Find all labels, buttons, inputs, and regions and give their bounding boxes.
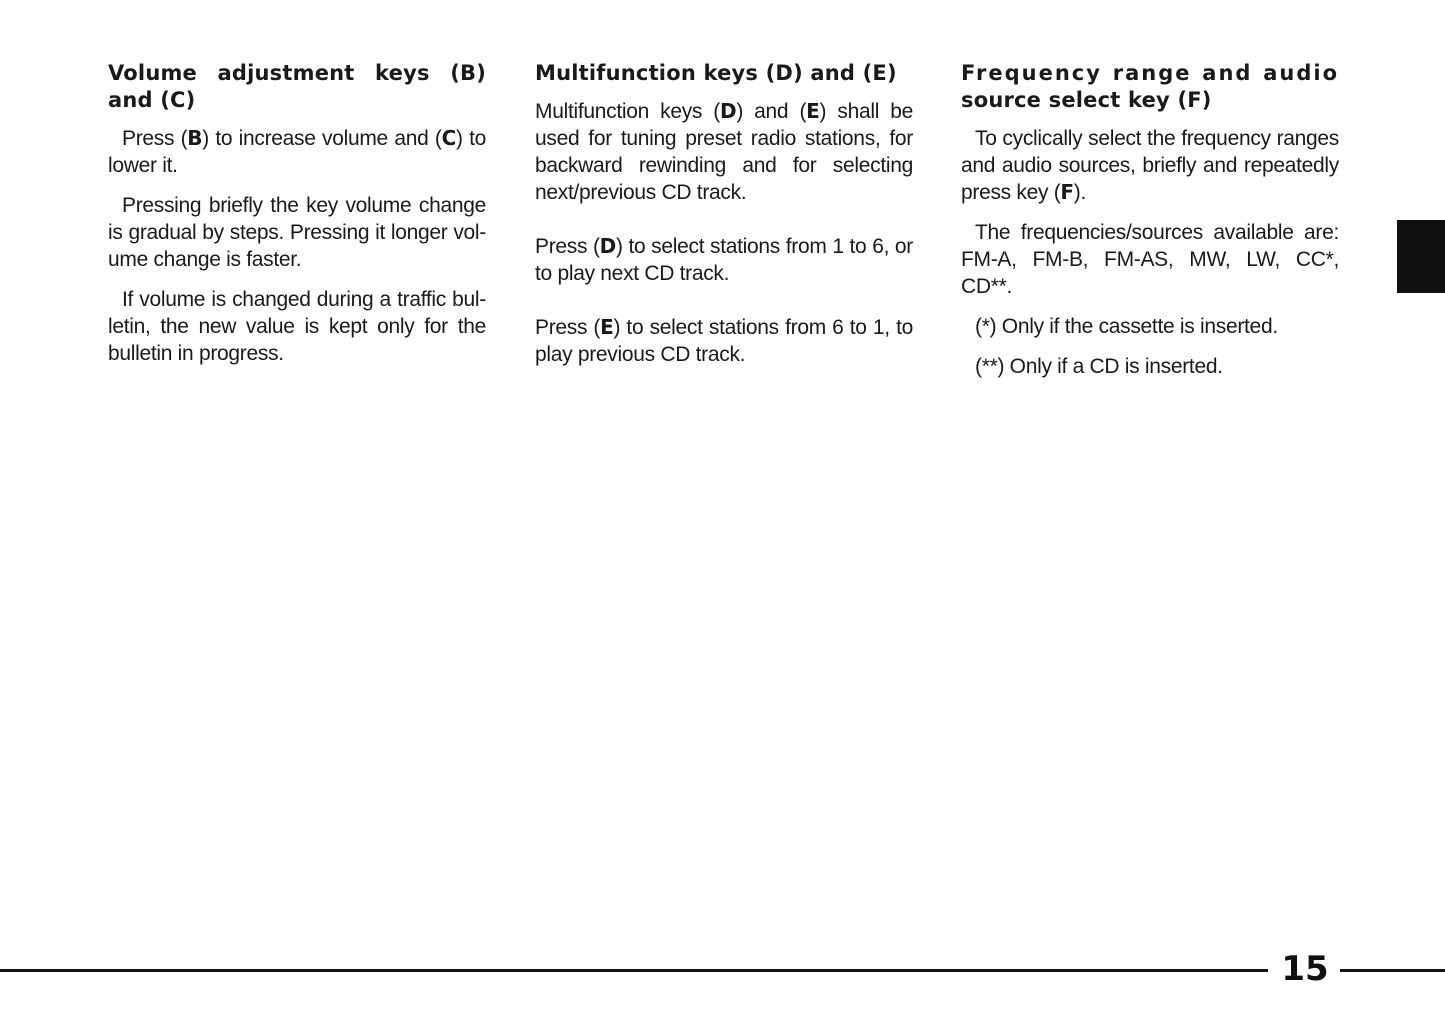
key-label: D — [599, 234, 616, 258]
paragraph-press-e — [535, 314, 913, 368]
paragraph-volume-steps: Pressing briefly the key volume change is gradual by steps. Pressing it longer vol-ume change is faster. — [108, 194, 486, 271]
heading-line-2: source select key (F) — [961, 88, 1212, 112]
text-fragment: ) to select stations from 1 to 6, or to play next CD track. — [535, 235, 913, 285]
section-heading-multifunction: Multifunction keys (D) and (E) — [535, 61, 897, 85]
key-label: C — [441, 126, 456, 150]
paragraph-note-cd: (**) Only if a CD is inserted. — [975, 355, 1223, 378]
text-fragment: Multifunction keys ( — [535, 100, 720, 123]
section-heading-volume: Volume adjustment keys (B) and (C) — [108, 61, 486, 112]
heading-line-1: Frequency range and audio — [961, 61, 1339, 85]
text-fragment: ). — [1073, 181, 1087, 204]
footer-rule-right — [1340, 969, 1445, 972]
footer-rule-left — [0, 969, 1268, 972]
paragraph-note-cassette: (*) Only if the cassette is inserted. — [975, 315, 1278, 338]
text-fragment: Press ( — [535, 316, 601, 339]
key-label: E — [806, 99, 820, 123]
paragraph-volume-traffic: If volume is changed during a traffic bul-letin, the new value is kept only for the bulletin in progress. — [108, 288, 486, 365]
paragraph-frequency-cycle — [961, 125, 1339, 206]
text-fragment: Press ( — [535, 235, 600, 258]
paragraph-frequency-sources: The frequencies/sources available are: FM-A, FM-B, FM-AS, MW, LW, CC*, CD**. — [961, 221, 1339, 298]
text-fragment: ) shall be used for tuning preset radio stations, for backward rewinding and for selecting next/previous CD track. — [535, 100, 914, 204]
text-fragment: ) to select stations from 6 to 1, to play previous CD track. — [535, 316, 913, 366]
section-tab-marker — [1397, 220, 1445, 293]
paragraph-multifunction-usage — [535, 98, 913, 206]
paragraph-volume-press — [108, 125, 486, 179]
column-volume-keys — [108, 60, 486, 380]
key-label: F — [1060, 180, 1074, 204]
paragraph-press-d — [535, 233, 913, 287]
section-heading-frequency — [961, 60, 1339, 114]
column-multifunction-keys — [535, 60, 913, 381]
key-label: B — [187, 126, 203, 150]
text-fragment: To cyclically select the frequency ranges and audio sources, briefly and repeatedly press key ( — [961, 127, 1339, 204]
key-label: D — [720, 99, 737, 123]
key-label: E — [600, 315, 614, 339]
text-fragment: ) and ( — [736, 100, 807, 123]
text-fragment: Press ( — [122, 127, 188, 150]
column-frequency-key — [961, 60, 1339, 393]
text-fragment: ) to increase volume and ( — [202, 127, 442, 150]
text-fragment: ) to lower it. — [108, 127, 486, 177]
page-number: 15 — [1281, 949, 1329, 989]
